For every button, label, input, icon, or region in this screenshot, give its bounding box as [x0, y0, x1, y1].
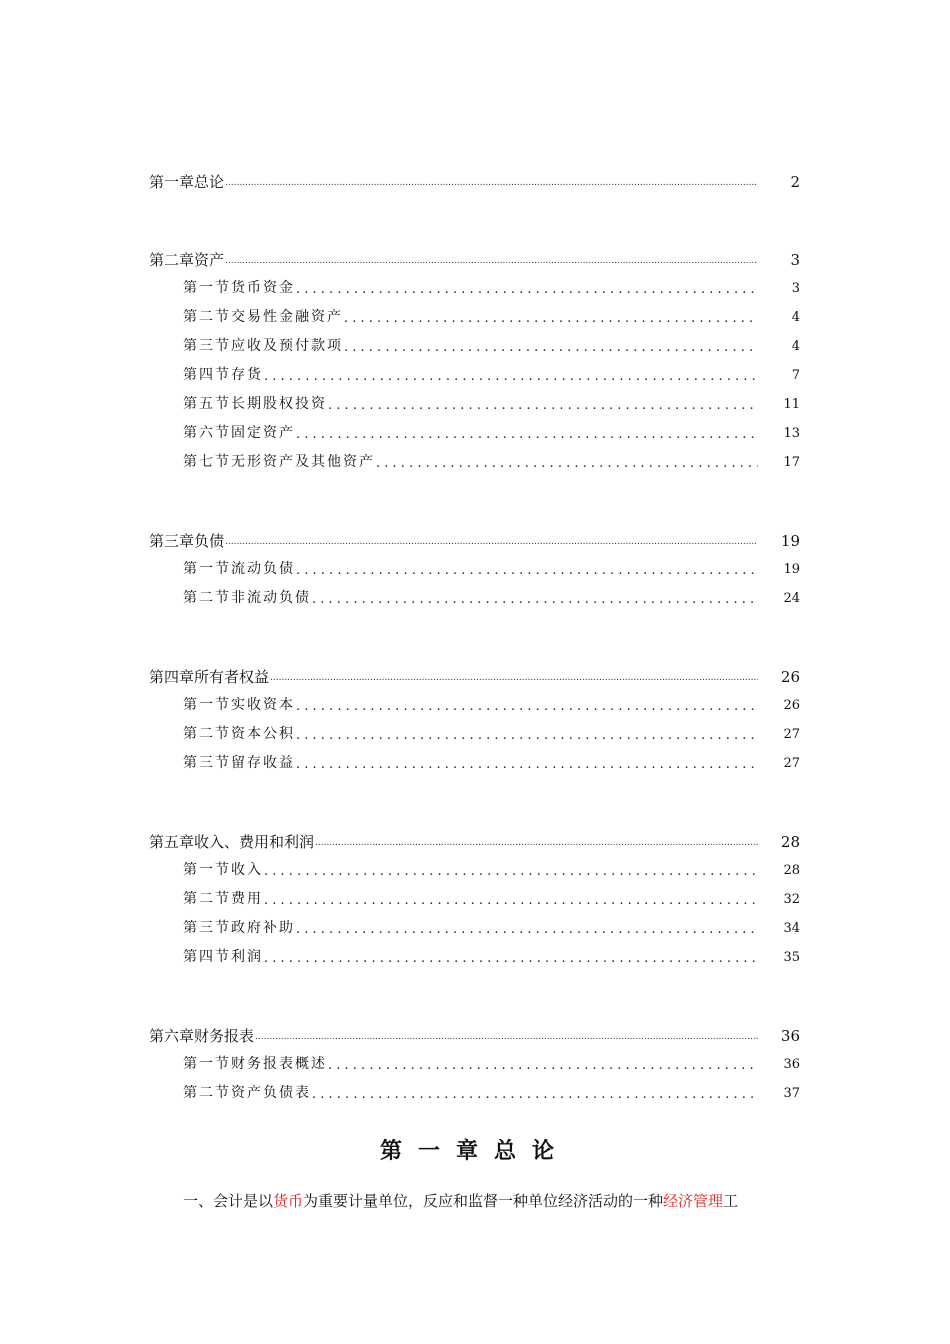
- toc-leader: [296, 720, 758, 749]
- toc-section-label: 第一节货币资金: [183, 280, 295, 296]
- paragraph-text: 工: [723, 1192, 739, 1210]
- toc-leader: [264, 943, 758, 972]
- toc-section-label: 第一节收入: [183, 862, 263, 878]
- toc-section-label: 第二节非流动负债: [183, 590, 311, 606]
- toc-leader: [344, 303, 758, 332]
- toc-leader: [312, 1079, 758, 1108]
- toc-leader: [225, 246, 758, 274]
- toc-section-entry[interactable]: [149, 885, 804, 914]
- toc-chapter-entry[interactable]: [149, 828, 804, 856]
- toc-section-entry[interactable]: [149, 390, 804, 419]
- toc-section-label: 第四节利润: [183, 949, 263, 965]
- toc-page-number: 32: [783, 892, 800, 907]
- toc-chapter-group: [149, 828, 804, 972]
- toc-section-entry[interactable]: [149, 419, 804, 448]
- toc-page-number: 19: [783, 562, 800, 577]
- toc-page-number: 28: [783, 863, 800, 878]
- toc-leader: [344, 332, 758, 361]
- link-currency[interactable]: 货币: [273, 1192, 304, 1210]
- toc-chapter-entry[interactable]: [149, 246, 804, 274]
- toc-leader: [255, 1022, 758, 1050]
- toc-page-number: 36: [780, 1027, 800, 1045]
- chapter-heading: 第一章总论: [379, 1139, 570, 1164]
- toc-section-label: 第一节实收资本: [183, 697, 295, 713]
- toc-chapter-label: 第三章负债: [149, 532, 225, 550]
- toc-leader: [296, 914, 758, 943]
- toc-section-entry[interactable]: [149, 720, 804, 749]
- toc-page-number: 26: [780, 668, 800, 686]
- toc-section-entry[interactable]: [149, 856, 804, 885]
- toc-section-label: 第三节留存收益: [183, 755, 295, 771]
- toc-chapter-group: [149, 663, 804, 778]
- toc-leader: [264, 856, 758, 885]
- toc-chapter-group: [149, 168, 804, 196]
- toc-page-number: 24: [783, 591, 800, 606]
- toc-chapter-label: 第一章总论: [149, 173, 225, 191]
- toc-page-number: 17: [783, 455, 800, 470]
- toc-section-entry[interactable]: [149, 1079, 804, 1108]
- toc-section-label: 第五节长期股权投资: [183, 396, 327, 412]
- toc-leader: [296, 555, 758, 584]
- toc-section-entry[interactable]: [149, 749, 804, 778]
- toc-section-label: 第二节资本公积: [183, 726, 295, 742]
- toc-section-entry[interactable]: [149, 555, 804, 584]
- toc-chapter-group: [149, 246, 804, 477]
- toc-page-number: 4: [791, 339, 800, 354]
- toc-section-entry[interactable]: [149, 914, 804, 943]
- toc-page-number: 27: [783, 756, 800, 771]
- toc-page-number: 34: [783, 921, 800, 936]
- table-of-contents: [149, 168, 804, 1158]
- toc-page-number: 7: [791, 368, 800, 383]
- toc-section-entry[interactable]: [149, 1050, 804, 1079]
- toc-leader: [328, 390, 758, 419]
- toc-leader: [225, 168, 758, 196]
- body-paragraph: [183, 1190, 823, 1211]
- toc-leader: [296, 749, 758, 778]
- toc-leader: [264, 885, 758, 914]
- toc-chapter-group: [149, 527, 804, 613]
- toc-section-label: 第四节存货: [183, 367, 263, 383]
- toc-chapter-label: 第四章所有者权益: [149, 668, 270, 686]
- toc-page-number: 37: [783, 1086, 800, 1101]
- toc-page-number: 3: [790, 251, 800, 269]
- toc-section-entry[interactable]: [149, 361, 804, 390]
- toc-page-number: 2: [790, 173, 800, 191]
- toc-page-number: 3: [791, 281, 800, 296]
- toc-leader: [376, 448, 758, 477]
- toc-page-number: 36: [783, 1057, 800, 1072]
- toc-section-label: 第六节固定资产: [183, 425, 295, 441]
- toc-chapter-entry[interactable]: [149, 1022, 804, 1050]
- toc-leader: [296, 274, 758, 303]
- toc-leader: [296, 419, 758, 448]
- toc-chapter-label: 第五章收入、费用和利润: [149, 833, 315, 851]
- toc-chapter-label: 第二章资产: [149, 251, 225, 269]
- toc-leader: [312, 584, 758, 613]
- toc-chapter-label: 第六章财务报表: [149, 1027, 255, 1045]
- toc-page-number: 27: [783, 727, 800, 742]
- toc-chapter-entry[interactable]: [149, 527, 804, 555]
- toc-section-entry[interactable]: [149, 584, 804, 613]
- toc-leader: [264, 361, 758, 390]
- toc-leader: [225, 527, 758, 555]
- toc-chapter-entry[interactable]: [149, 168, 804, 196]
- toc-section-entry[interactable]: [149, 332, 804, 361]
- toc-page-number: 13: [783, 426, 800, 441]
- toc-section-label: 第二节费用: [183, 891, 263, 907]
- toc-section-entry[interactable]: [149, 448, 804, 477]
- toc-page-number: 28: [780, 833, 800, 851]
- toc-chapter-group: [149, 1022, 804, 1108]
- toc-section-label: 第七节无形资产及其他资产: [183, 454, 375, 470]
- toc-page-number: 4: [791, 310, 800, 325]
- toc-page-number: 11: [783, 397, 800, 412]
- paragraph-text: 一、会计是以: [183, 1192, 274, 1210]
- toc-section-entry[interactable]: [149, 303, 804, 332]
- link-economic-management[interactable]: 经济管理: [663, 1192, 724, 1210]
- toc-leader: [270, 663, 758, 691]
- toc-leader: [315, 828, 758, 856]
- toc-chapter-entry[interactable]: [149, 663, 804, 691]
- toc-leader: [296, 691, 758, 720]
- toc-page-number: 35: [783, 950, 800, 965]
- toc-section-entry[interactable]: [149, 691, 804, 720]
- toc-section-label: 第三节应收及预付款项: [183, 338, 343, 354]
- toc-section-entry[interactable]: [149, 943, 804, 972]
- toc-section-entry[interactable]: [149, 274, 804, 303]
- toc-section-label: 第一节流动负债: [183, 561, 295, 577]
- paragraph-text: 为重要计量单位，反应和监督一种单位经济活动的一种: [303, 1192, 664, 1210]
- toc-section-label: 第一节财务报表概述: [183, 1056, 327, 1072]
- toc-section-label: 第三节政府补助: [183, 920, 295, 936]
- toc-section-label: 第二节资产负债表: [183, 1085, 311, 1101]
- toc-section-label: 第二节交易性金融资产: [183, 309, 343, 325]
- toc-leader: [328, 1050, 758, 1079]
- toc-page-number: 19: [780, 532, 800, 550]
- toc-page-number: 26: [783, 698, 800, 713]
